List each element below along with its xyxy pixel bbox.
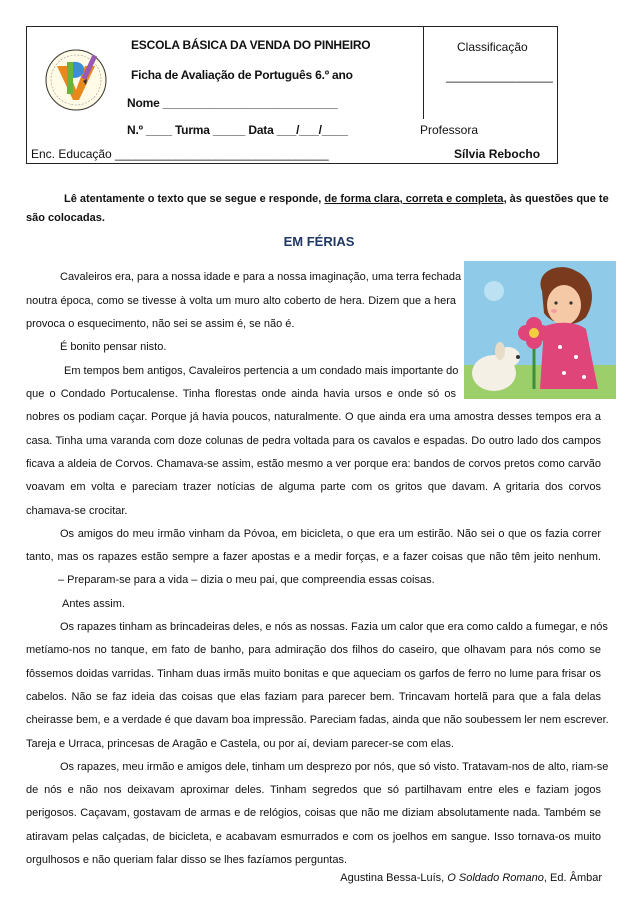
text-line-21: Tareja e Urraca, princesas de Aragão e Castela, ou por aí, deviam parecer-se com elas. — [26, 738, 454, 750]
text-line-20: cheirasse bem, e a verdade é que davam boa impressão. Pareciam fadas, ainda que não soubessem ler nem escrever. — [26, 714, 609, 726]
teacher-name: Sílvia Rebocho — [454, 147, 541, 161]
instruction-part1: Lê atentamente o texto que se segue e responde, — [64, 193, 325, 205]
classification-label: Classificação — [457, 40, 528, 54]
number-class-date-field: N.º ____ Turma _____ Data ___/___/____ — [127, 123, 348, 137]
text-line-26: orgulhosos e não queriam falar disso se lhes fazíamos perguntas. — [26, 854, 348, 866]
school-logo — [43, 44, 109, 116]
text-line-16: Os rapazes tinham as brincadeiras deles, e nós as nossas. Fazia um calor que era como caldo a fumegar, e nós — [60, 621, 608, 633]
text-line-11: chamava-se crocitar. — [26, 505, 128, 517]
text-title: EM FÉRIAS — [283, 234, 355, 249]
text-line-3: provoca o esquecimento, não sei se assim é, se não é. — [26, 318, 295, 330]
text-line-19: cabelos. Não se faz ideia das coisas que elas faziam para parecer bem. Trincavam hortelã para que a fala delas — [26, 691, 601, 703]
school-name: ESCOLA BÁSICA DA VENDA DO PINHEIRO — [131, 38, 371, 52]
teacher-label: Professora — [420, 123, 479, 137]
text-line-4: É bonito pensar nisto. — [60, 341, 167, 353]
citation-book: O Soldado Romano — [447, 872, 544, 884]
instruction-part2: , às questões que te são colocadas. — [26, 193, 609, 224]
citation-author: Agustina Bessa-Luís, — [340, 872, 448, 884]
text-line-7: nobres os podiam caçar. Porque já havia poucos, naturalmente. O que ainda era uma amostra desses tempos era a — [26, 411, 601, 423]
header-box — [26, 26, 558, 164]
text-line-6: que o Condado Portucalense. Tinha florestas onde ainda havia ursos e onde só os — [26, 388, 456, 400]
citation-publisher: , Ed. Âmbar — [543, 872, 602, 884]
guardian-field: Enc. Educação ________________________________ — [31, 147, 329, 161]
name-field: Nome ___________________________ — [127, 96, 338, 110]
text-line-17: metíamo-nos no tanque, em fato de banho, para admiração dos filhos do caseiro, que olhavam para nós como se — [26, 644, 601, 656]
text-line-18: fôssemos doidas varridas. Tinham duas irmãs muito bonitas e que aqueciam os garfos de ferro no lume para frisar os — [26, 668, 601, 680]
text-line-9: ficava a aldeia de Corvos. Chamava-se assim, estão mesmo a ver porque era: bandos de corvos pretos como carvão — [26, 458, 601, 470]
text-line-5: Em tempos bem antigos, Cavaleiros pertencia a um condado mais importante do — [64, 365, 459, 377]
citation — [340, 872, 602, 884]
text-line-14: – Preparam-se para a vida – dizia o meu pai, que compreendia essas coisas. — [58, 574, 435, 586]
text-line-15: Antes assim. — [62, 598, 125, 610]
text-line-12: Os amigos do meu irmão vinham da Póvoa, em bicicleta, o que era um estirão. Não sei o que os fazia correr — [60, 528, 601, 540]
text-line-1: Cavaleiros era, para a nossa idade e para a nossa imaginação, uma terra fechada — [60, 271, 462, 283]
text-line-13: tanto, mas os rapazes estão sempre a fazer apostas e a medir forças, e a fazer coisas que não têm jeito nenhum. — [26, 551, 601, 563]
text-line-22: Os rapazes, meu irmão e amigos dele, tinham um desprezo por nós, que só visto. Tratavam-nos de alto, riam-se — [60, 761, 609, 773]
text-line-24: perigosos. Caçavam, gostavam de armas e de relógios, coisas que não me diziam absolutamente nada. Também se — [26, 807, 601, 819]
classification-blank: ________________ — [446, 69, 553, 83]
sheet-title: Ficha de Avaliação de Português 6.º ano — [131, 68, 353, 82]
header-divider — [423, 27, 424, 119]
text-line-23: de nós e não nos deixavam aproximar deles. Tinham segredos que só partilhavam entre eles e faziam jogos — [26, 784, 601, 796]
text-line-8: casa. Tinha uma varanda com doze colunas de pedra voltada para os cavalos e espadas. Do outro lado dos campos — [26, 435, 601, 447]
instruction-underlined: de forma clara, correta e completa — [324, 193, 504, 205]
text-line-2: noutra época, como se tivesse à volta um muro alto coberto de hera. Dizem que a hera — [26, 295, 456, 307]
text-line-25: atiravam pelas calçadas, de bicicleta, e acabavam esmurrados e com os joelhos em sangue. Isso tornava-os muito — [26, 831, 601, 843]
girl-with-flower-illustration — [464, 261, 616, 399]
instruction — [26, 190, 616, 228]
text-line-10: voavam em volta e pareciam trazer notícias de alguma parte com os gritos que davam. A gritaria dos corvos — [26, 481, 601, 493]
